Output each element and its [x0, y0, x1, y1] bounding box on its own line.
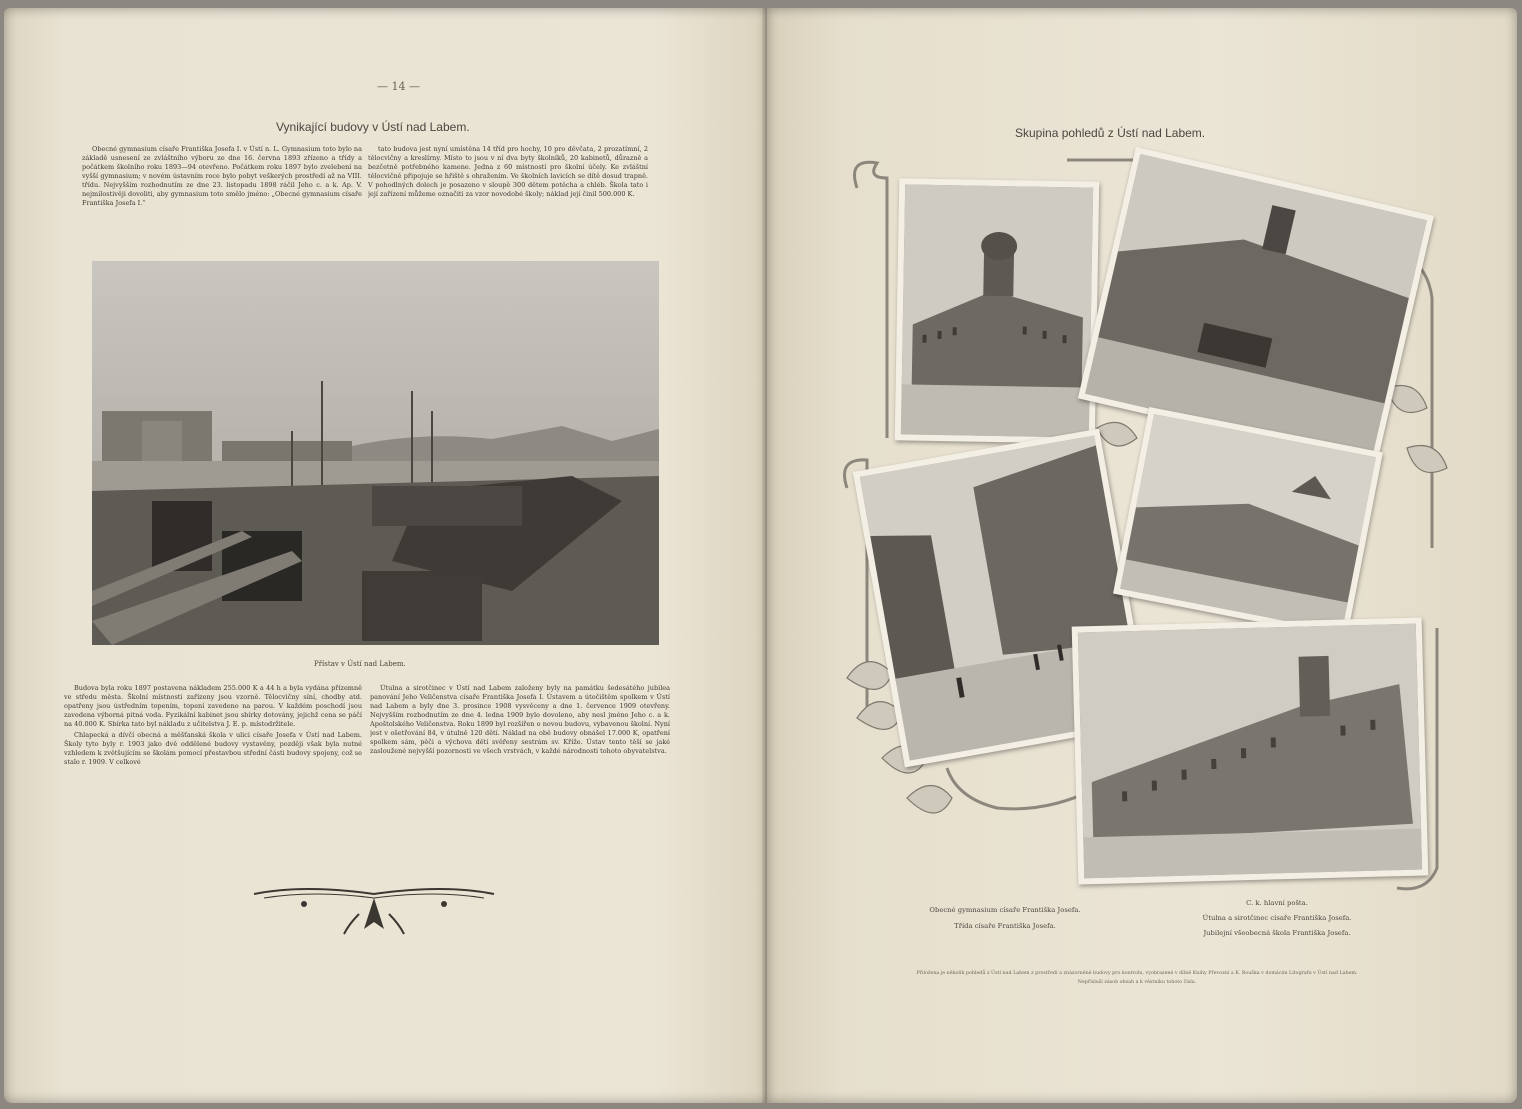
- left-page-title: Vynikající budovy v Ústí nad Labem.: [276, 120, 470, 134]
- left-page: [4, 8, 767, 1103]
- intro-column-left: [82, 145, 362, 245]
- intro-column-right: [368, 145, 648, 245]
- photo-school-image: [1078, 624, 1422, 879]
- harbour-photo-drawing: [92, 261, 659, 645]
- footnote-line-1: Přiložena je několik pohledů z Ústí nad Labem z prostředí a znázorněné budovy pro kontrolu, vyobrazené v dílně Knihy Převozní a K. Bouška v domácím Litografu v Ústí nad Labem.: [916, 971, 1358, 976]
- photo-orphanage-image: [1120, 414, 1376, 632]
- harbour-photo: [92, 261, 659, 645]
- paragraph: tato budova jest nyní umístěna 14 tříd pro hochy, 10 pro děvčata, 2 prozatímní, 2 tělocvičny a kreslírny. Místo to jsou v ní dva byty školníků, 20 kabinetů, důrazně a bezčetně potřebného kamene. Jedna z 60 místností pro školní účely. Ke zvláštní tělocvičně připojuje se hřiště s ohražením. Ve školních lavicích se dítě dosud trapně. V pohodlných dolech je posazeno v sloupě 300 dětem potěcha a chléb. Škola tato i její zařízení můžeme označiti za vzor novodobé školy; náklad její činil 500.000 K.: [368, 145, 648, 198]
- right-page-title: Skupina pohledů z Ústí nad Labem.: [1015, 126, 1206, 140]
- harbour-photo-caption: Přístav v Ústí nad Labem.: [314, 660, 406, 668]
- page-number: — 14 —: [377, 80, 420, 93]
- caption-street: Třída císaře Františka Josefa.: [954, 922, 1056, 930]
- bottom-column-right: [370, 684, 670, 844]
- photo-school: [1072, 617, 1429, 884]
- caption-gymnasium: Obecné gymnasium císaře Františka Josefa.: [929, 906, 1081, 914]
- photo-gymnasium: [895, 178, 1100, 443]
- bottom-column-left: [64, 684, 362, 844]
- caption-school: Jubilejní všeobecná škola Františka Josefa.: [1203, 929, 1351, 937]
- paragraph: Chlapecká a dívčí obecná a měšťanská škola v ulici císaře Josefa v Ústí nad Labem. Školy tyto byly r. 1903 jako dvě oddělené budovy vystavěny, později však byla nutné vzhledem k zvětšujícím se školám pomocí přestavbou střední části budovy spojeny, což se stalo r. 1909. V celkové: [64, 731, 362, 766]
- right-page: [767, 8, 1517, 1103]
- paragraph: Útulna a sirotčinec v Ústí nad Labem založeny byly na památku šedesátého jubilea panování Jeho Veličenstva císaře Františka Josefa I. Ústavem a útočištěm spolkem v Ústí nad Labem a byly dne 3. prosince 1908 vysvěceny a dne 1. července 1909 otevřeny. Nejvyšším rozhodnutím ze dne 4. ledna 1909 bylo dovoleno, aby nesl jméno Jeho c. a k. Apoštolského Veličenstva. Roku 1899 byl rozšířen o novou budovu, vybavenou školní. Nyní jest v ošetřování 84, v útulně 120 dětí. Náklad na obě budovy obnášel 17.000 K, opatření spolkem sám, pěči a výchova dětí svěřeny sestrám sv. Kříže. Ústav tento těší se jaké zasloužené nejvyšší pozornosti ve všech vrstvách, v každé národnosti tohoto obyvatelstva.: [370, 684, 670, 755]
- footnote-line-2: Nepřísluší zásob obsah a k věstníku tohoto čísla.: [1077, 980, 1197, 985]
- caption-post-office: C. k. hlavní pošta.: [1246, 899, 1308, 907]
- paragraph: Budova byla roku 1897 postavena nákladem 255.000 K a 44 h a byla vydána přízemně ve středu města. Školní místnosti zařízeny jsou vzorně. Tělocvičny síní, chodby atd. opatřeny jsou ústředním topením, topení zavedeno na parou. V každém poschodí jsou zavedena výborná pitná voda. Fyzikální kabinet jsou sbírky dotovány, jejichž cena se páčí na 40.000 K. Sbírka tato byl nákladu z učitelstva J. E. p. místodržitele.: [64, 684, 362, 728]
- paragraph: Obecné gymnasium císaře Františka Josefa I. v Ústí n. L. Gymnasium toto bylo na základě usnesení ze zvláštního výboru ze dne 16. června 1893 zřízeno a třídy a počátkem školního roku 1893—94 otevřeno. Počátkem roku 1897 bylo zvelebení na vyšší gymnasium; v novém ústavním roce bylo pobyt veškerých prostředí až na VIII. třídu. Nejvyšším rozhodnutím ze dne 23. listopadu 1898 ráčil Jeho c. a k. Ap. V. nejmilostivěji dovoliti, aby gymnasium toto smělo jméno: „Obecné gymnasium císaře Františka Josefa I.“: [82, 145, 362, 207]
- photo-gymnasium-image: [901, 184, 1093, 437]
- ornament-vignette: [244, 884, 504, 944]
- caption-orphanage: Útulna a sirotčinec císaře Františka Josefa.: [1202, 914, 1352, 922]
